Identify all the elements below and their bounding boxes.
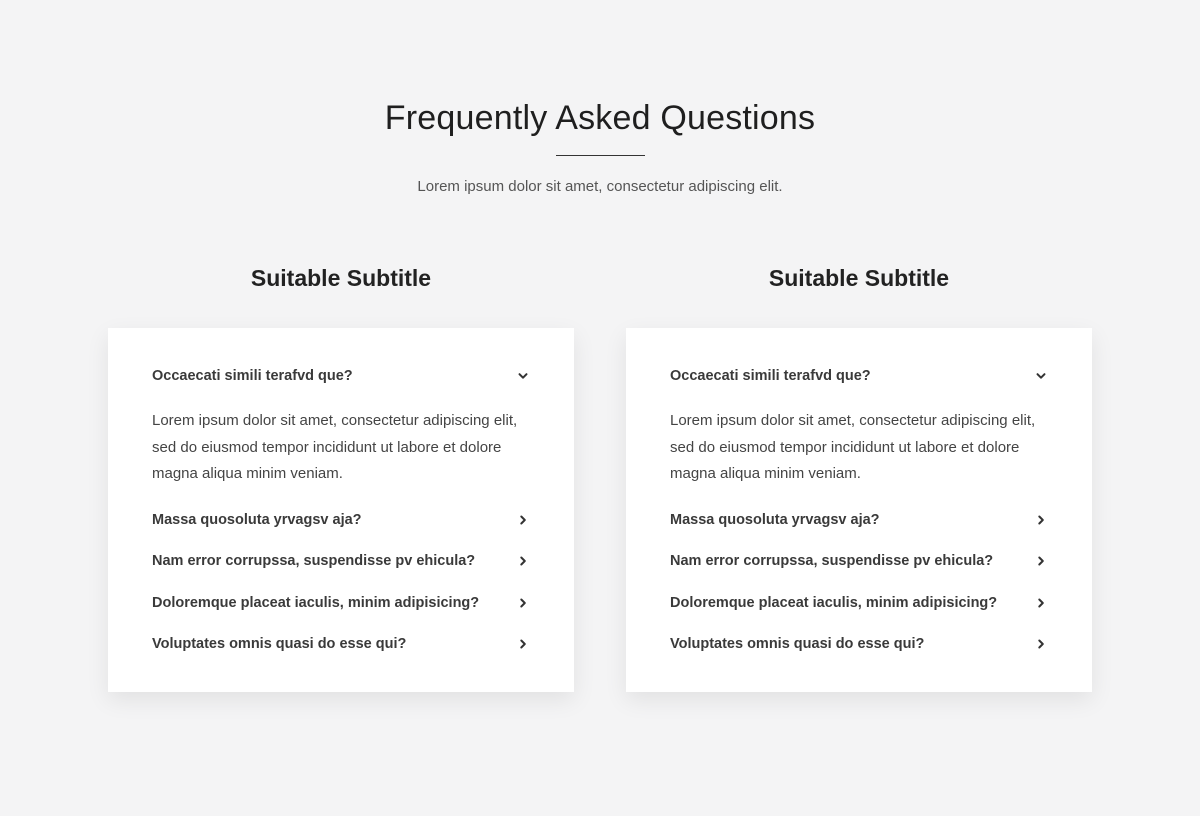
faq-question-toggle[interactable] (670, 508, 1048, 532)
faq-question-text: Nam error corrupssa, suspendisse pv ehicula? (152, 553, 476, 569)
faq-question-text: Massa quosoluta yrvagsv aja? (670, 511, 880, 528)
chevron-right-icon[interactable] (516, 637, 530, 651)
faq-item (670, 591, 1048, 615)
faq-item (152, 632, 530, 656)
faq-question-text: Doloremque placeat iaculis, minim adipisicing? (152, 594, 480, 611)
faq-question-text: Voluptates omnis quasi do esse qui? (152, 636, 407, 652)
faq-question-toggle[interactable] (670, 591, 1048, 615)
chevron-right-icon[interactable] (1034, 513, 1048, 527)
faq-item (152, 591, 530, 615)
faq-item (670, 508, 1048, 532)
title-divider (556, 155, 645, 156)
faq-question-text: Nam error corrupssa, suspendisse pv ehicula? (670, 553, 994, 569)
column-subtitle: Suitable Subtitle (768, 265, 950, 291)
faq-question-toggle[interactable] (670, 549, 1048, 573)
faq-answer: Lorem ipsum dolor sit amet, consectetur adipiscing elit, sed do eiusmod tempor incididunt ut labore et dolore magna aliqua minim veniam. (152, 412, 518, 482)
faq-question-text: Doloremque placeat iaculis, minim adipisicing? (670, 594, 998, 611)
chevron-down-icon[interactable] (516, 369, 530, 383)
faq-question-text: Massa quosoluta yrvagsv aja? (152, 511, 362, 528)
faq-question-toggle[interactable] (152, 632, 530, 656)
faq-question-toggle[interactable] (152, 549, 530, 573)
faq-question-toggle[interactable] (152, 591, 530, 615)
chevron-right-icon[interactable] (516, 554, 530, 568)
faq-question-toggle[interactable] (670, 632, 1048, 656)
faq-item (152, 549, 530, 573)
column-subtitle: Suitable Subtitle (250, 265, 432, 291)
chevron-right-icon[interactable] (1034, 637, 1048, 651)
faq-card (108, 328, 574, 692)
faq-question-text: Voluptates omnis quasi do esse qui? (670, 636, 925, 652)
chevron-right-icon[interactable] (1034, 554, 1048, 568)
faq-answer: Lorem ipsum dolor sit amet, consectetur adipiscing elit, sed do eiusmod tempor incididunt ut labore et dolore magna aliqua minim veniam. (670, 412, 1036, 482)
faq-question-toggle[interactable] (152, 364, 530, 388)
faq-item (670, 364, 1048, 488)
faq-card (626, 328, 1092, 692)
chevron-down-icon[interactable] (1034, 369, 1048, 383)
page-title: Frequently Asked Questions (384, 99, 816, 137)
faq-item (670, 632, 1048, 656)
chevron-right-icon[interactable] (1034, 596, 1048, 610)
faq-item (152, 508, 530, 532)
faq-question-text: Occaecati simili terafvd que? (152, 368, 353, 384)
chevron-right-icon[interactable] (516, 513, 530, 527)
faq-item (670, 549, 1048, 573)
page-intro: Lorem ipsum dolor sit amet, consectetur adipiscing elit. (417, 178, 783, 195)
faq-question-text: Occaecati simili terafvd que? (670, 368, 871, 384)
faq-question-toggle[interactable] (152, 508, 530, 532)
chevron-right-icon[interactable] (516, 596, 530, 610)
faq-item (152, 364, 530, 488)
faq-question-toggle[interactable] (670, 364, 1048, 388)
